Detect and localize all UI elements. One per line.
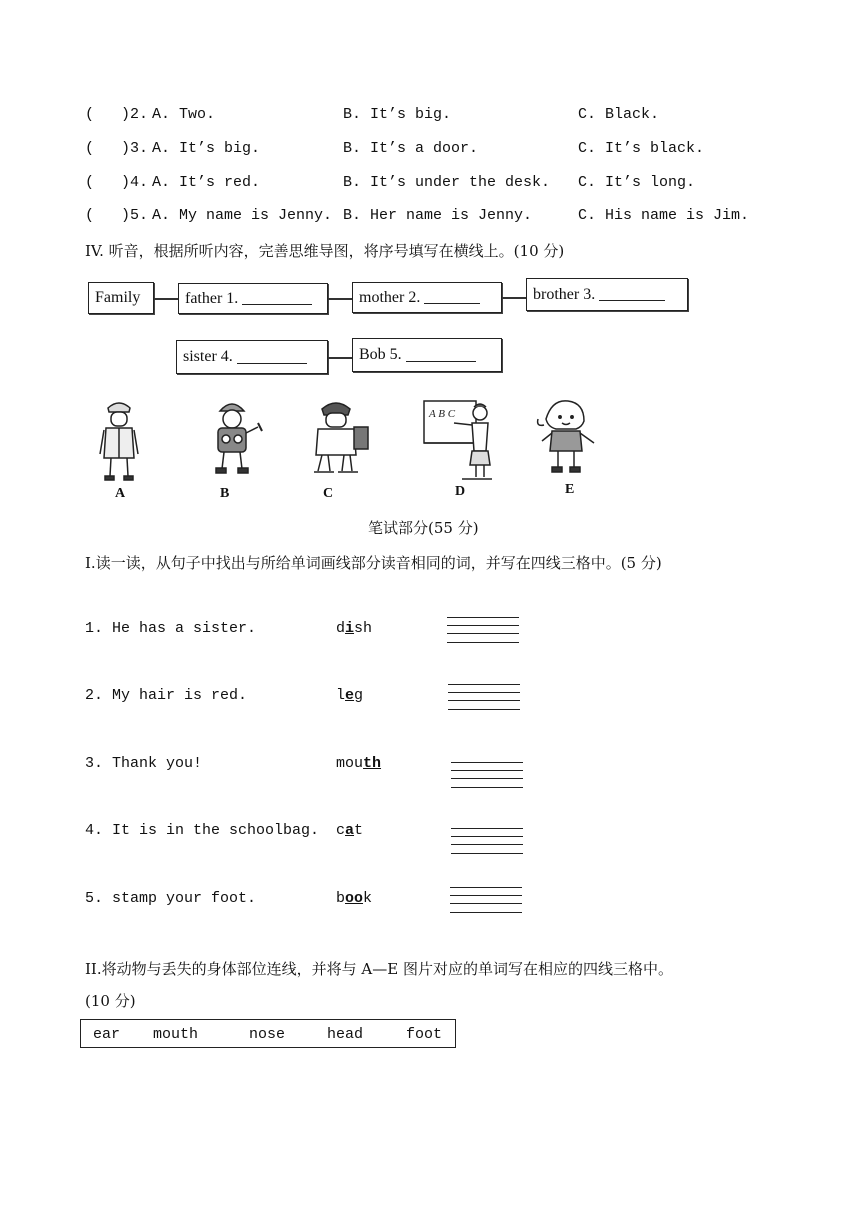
mindmap-sister [176, 340, 328, 374]
item-number: ( )4. [85, 174, 149, 191]
girl-figure [532, 397, 602, 475]
option-c: C. Black. [578, 106, 660, 123]
word-bank-item: ear [93, 1026, 121, 1043]
item-number: ( )2. [85, 106, 149, 123]
mindmap-mother [352, 282, 502, 313]
four-line-grid[interactable] [450, 887, 522, 913]
mindmap-mother-label: mother 2. [359, 288, 421, 306]
underlined-letters: th [363, 755, 382, 772]
figure-label-e: E [565, 482, 575, 497]
mindmap-family [88, 282, 154, 314]
option-a: A. Two. [152, 106, 216, 123]
four-line-grid[interactable] [447, 617, 519, 643]
worker-figure [206, 397, 268, 475]
answer-blank[interactable] [242, 292, 312, 305]
four-line-grid[interactable] [451, 828, 523, 854]
sentence: 1. He has a sister. [85, 620, 257, 637]
target-word [336, 687, 363, 704]
answer-blank[interactable] [599, 288, 665, 301]
figure-label-d: D [455, 484, 466, 499]
underlined-letters: i [345, 620, 355, 637]
mindmap-bob-label: Bob 5. [359, 346, 402, 363]
target-word [336, 620, 372, 637]
option-c: C. His name is Jim. [578, 207, 750, 224]
teacher-figure [422, 399, 494, 481]
mindmap-brother [526, 278, 688, 311]
four-line-grid[interactable] [448, 684, 520, 710]
section-i-heading: I.读一读，从句子中找出与所给单词画线部分读音相同的词，并写在四线三格中。(5 分) [85, 554, 662, 572]
word-bank [80, 1019, 456, 1048]
option-a: A. It’s red. [152, 174, 261, 191]
word-bank-item: foot [406, 1026, 443, 1043]
svg-text:A B C: A B C [429, 408, 456, 420]
section-ii-heading: II.将动物与丢失的身体部位连线，并将与 A—E 图片对应的单词写在相应的四线三格中。 [85, 960, 673, 978]
target-word [336, 755, 381, 772]
policeman-figure [96, 396, 142, 482]
sentence: 4. It is in the schoolbag. [85, 822, 320, 839]
figure-label-a: A [115, 486, 126, 501]
item-number: ( )5. [85, 207, 149, 224]
option-a: A. My name is Jenny. [152, 207, 333, 224]
option-b: B. It’s a door. [343, 140, 479, 157]
answer-blank[interactable] [406, 349, 476, 362]
sentence: 5. stamp your foot. [85, 890, 257, 907]
word-part: t [354, 822, 364, 839]
mindmap-connector [328, 357, 352, 359]
word-part: sh [354, 620, 373, 637]
word-part: d [336, 620, 346, 637]
word-part: k [363, 890, 373, 907]
target-word [336, 890, 372, 907]
answer-blank[interactable] [424, 291, 480, 304]
word-bank-item: mouth [153, 1026, 199, 1043]
answer-blank[interactable] [237, 351, 307, 364]
word-part: l [336, 687, 346, 704]
underlined-letters: a [345, 822, 355, 839]
mindmap-father [178, 283, 328, 314]
figure-label-b: B [220, 486, 230, 501]
section-ii-points: (10 分) [85, 992, 136, 1010]
option-c: C. It’s long. [578, 174, 696, 191]
student-figure [308, 399, 374, 475]
mindmap-bob [352, 338, 502, 372]
written-part-title: 笔试部分(55 分) [368, 519, 479, 537]
mindmap-connector [154, 298, 178, 300]
word-part: c [336, 822, 346, 839]
mindmap-family-label: Family [95, 289, 141, 306]
four-line-grid[interactable] [451, 762, 523, 788]
section-iv-heading: IV. 听音，根据所听内容，完善思维导图，将序号填写在横线上。(10 分) [85, 242, 565, 260]
target-word [336, 822, 363, 839]
option-a: A. It’s big. [152, 140, 261, 157]
word-bank-item: head [327, 1026, 364, 1043]
mindmap-connector [502, 297, 526, 299]
mindmap-father-label: father 1. [185, 289, 239, 307]
mindmap-sister-label: sister 4. [183, 348, 233, 365]
figure-label-c: C [323, 486, 334, 501]
mindmap-brother-label: brother 3. [533, 285, 596, 303]
sentence: 3. Thank you! [85, 755, 203, 772]
mindmap-connector [328, 298, 352, 300]
word-part: b [336, 890, 346, 907]
word-bank-item: nose [249, 1026, 286, 1043]
option-b: B. It’s big. [343, 106, 452, 123]
option-c: C. It’s black. [578, 140, 705, 157]
word-part: g [354, 687, 364, 704]
underlined-letters: oo [345, 890, 364, 907]
option-b: B. Her name is Jenny. [343, 207, 533, 224]
option-b: B. It’s under the desk. [343, 174, 551, 191]
item-number: ( )3. [85, 140, 149, 157]
underlined-letters: e [345, 687, 355, 704]
word-part: mou [336, 755, 364, 772]
sentence: 2. My hair is red. [85, 687, 248, 704]
